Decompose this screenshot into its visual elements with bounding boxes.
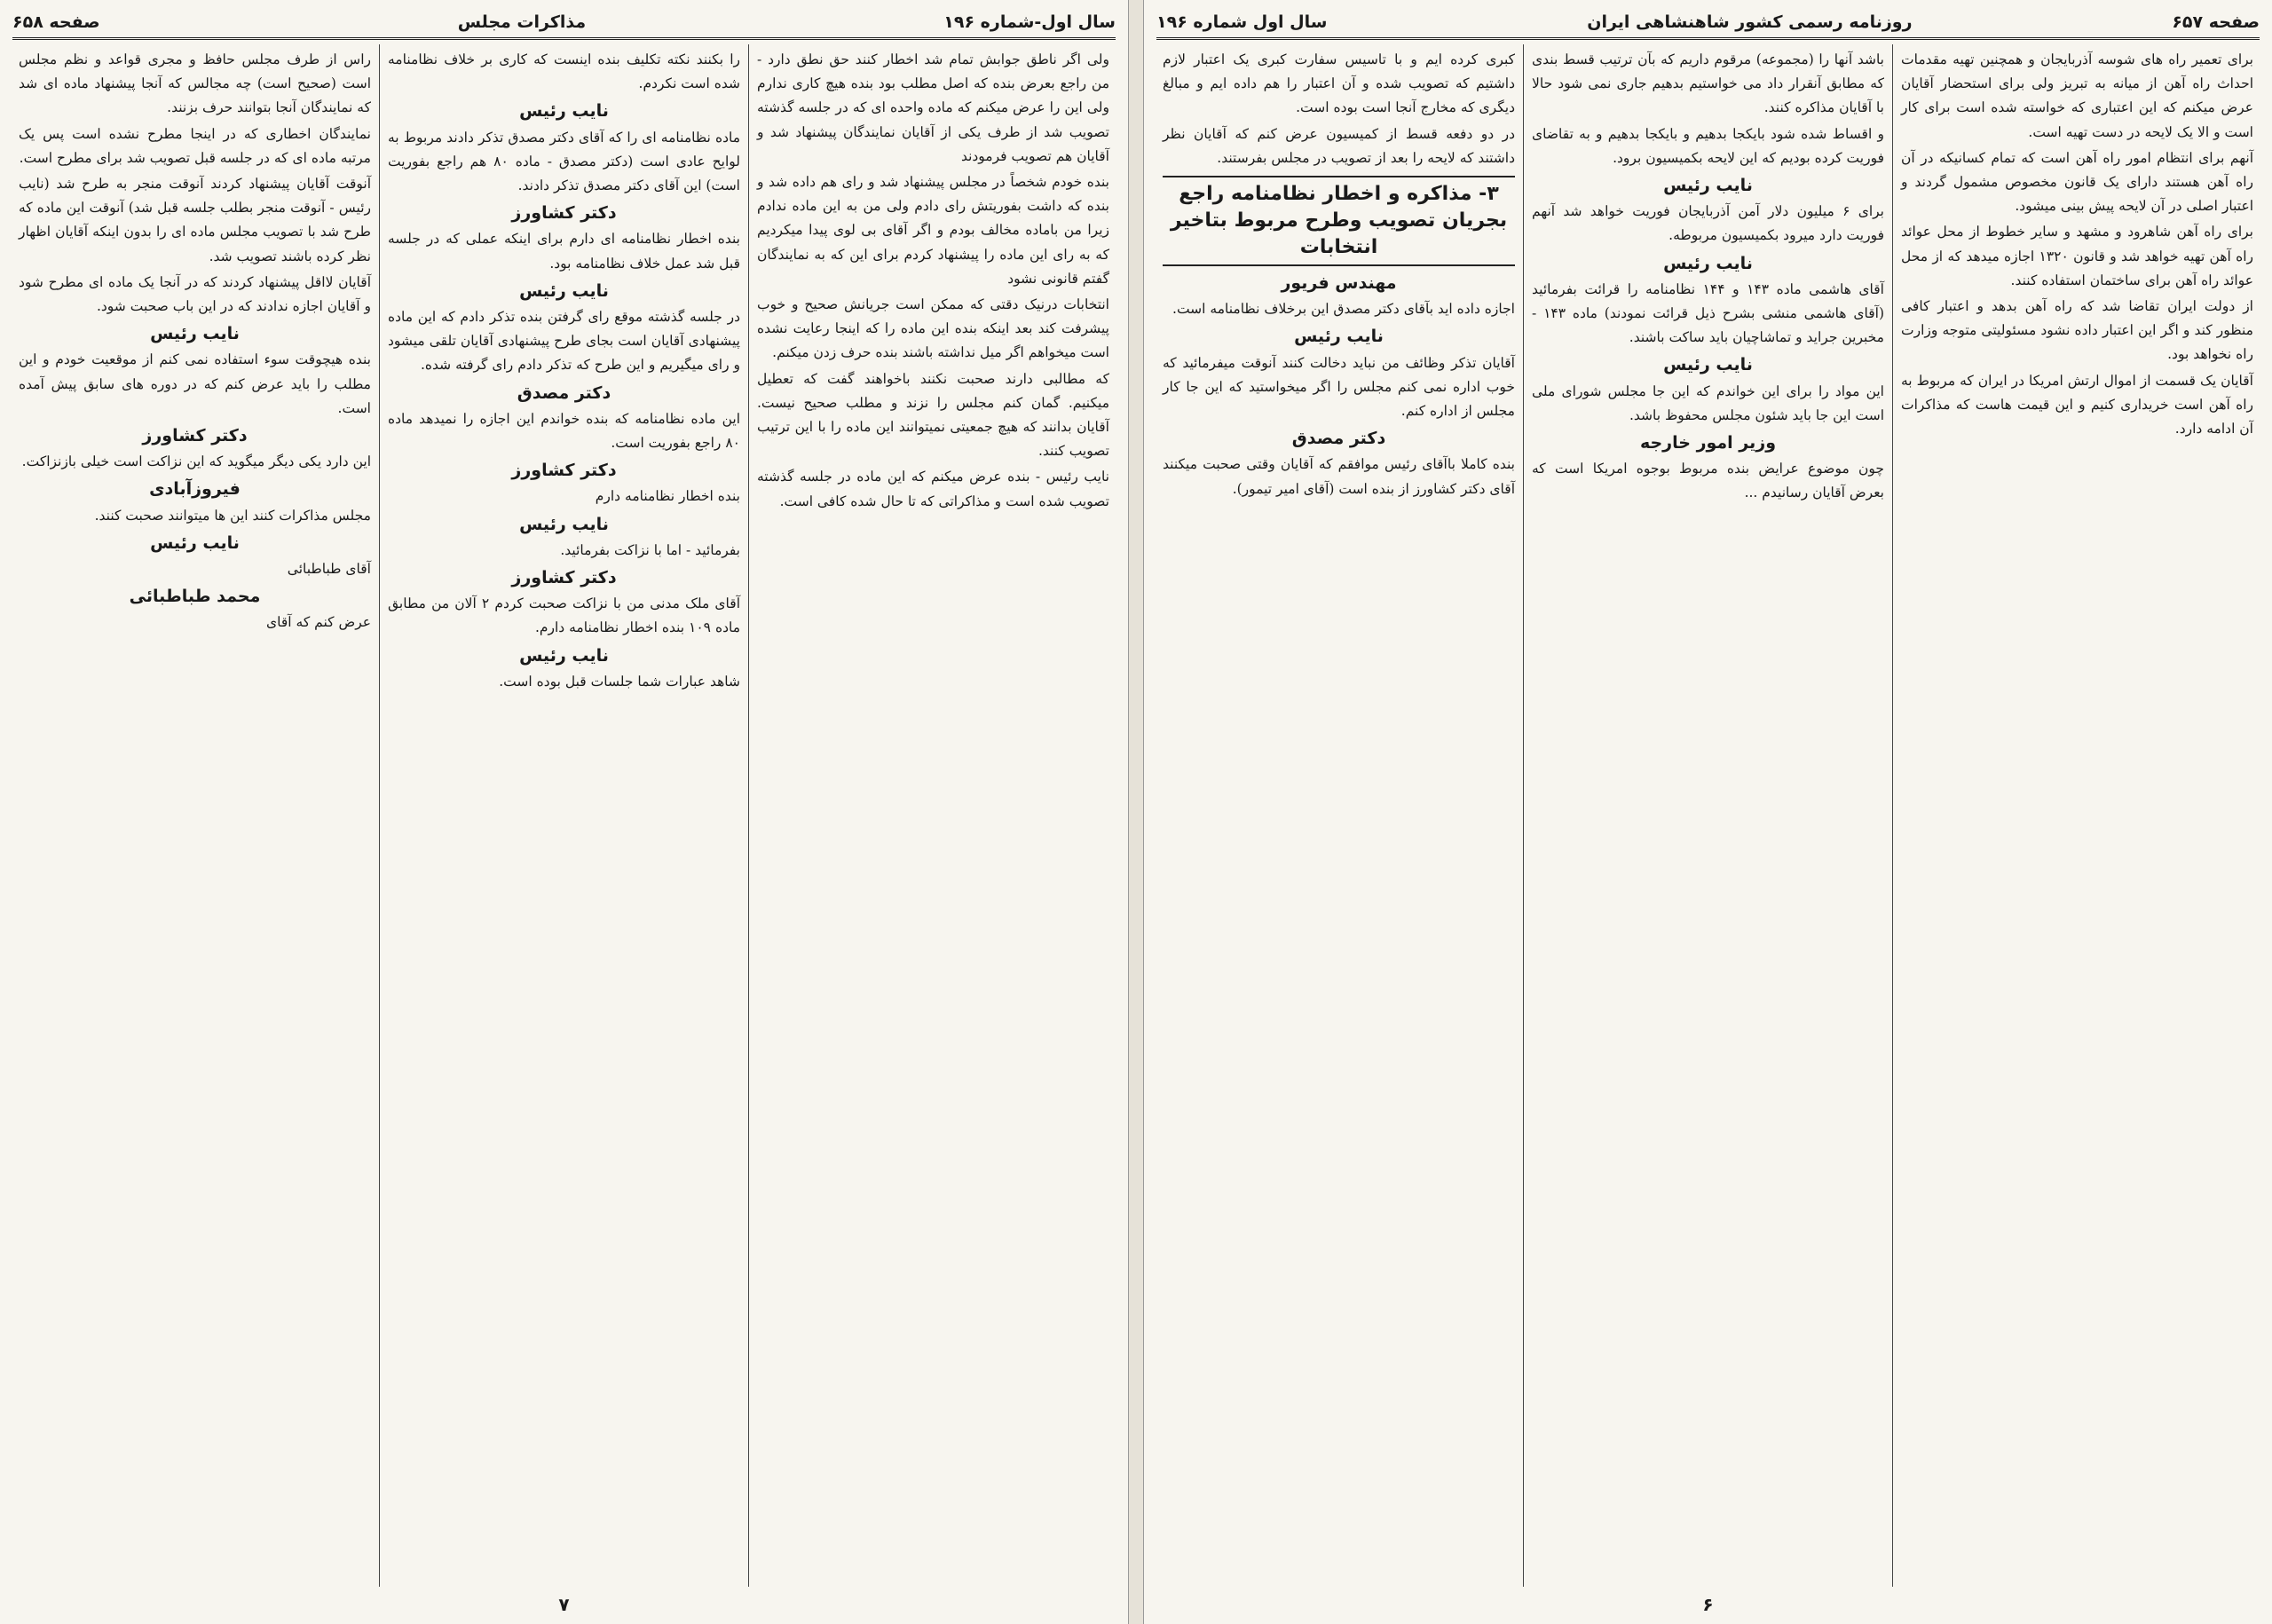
paragraph: آقای ملک مدنی من با نزاکت صحبت کردم ۲ آلان من مطابق ماده ۱۰۹ بنده اخطار نظامنامه دارم. bbox=[388, 595, 740, 636]
right-page bbox=[1143, 0, 2272, 1624]
paragraph: بنده اخطار نظامنامه ای دارم برای اینکه عملی که در جلسه قبل شد عمل خلاف نظامنامه بود. bbox=[388, 231, 740, 272]
page-gutter bbox=[1129, 0, 1143, 1624]
paragraph: اجازه داده اید بآقای دکتر مصدق این برخلاف نظامنامه است. bbox=[1172, 301, 1515, 318]
paragraph: برای ۶ میلیون دلار آمن آذربایجان فوریت خواهد شد آنهم فوریت دارد میرود بکمیسیون مربوطه. bbox=[1532, 203, 1884, 244]
paragraph: نمایندگان اخطاری که در اینجا مطرح نشده است پس یک مرتبه ماده ای که در جلسه قبل تصویب شد برای مطرح است. bbox=[19, 125, 371, 166]
speaker-name: دکتر مصدق bbox=[1291, 429, 1386, 449]
left-page-header bbox=[12, 7, 1116, 40]
text-column bbox=[1155, 44, 1523, 1587]
left-page-label: صفحه ۶۵۸ bbox=[12, 12, 100, 32]
paragraph: باشد آنها را (مجموعه) مرقوم داریم که بآن ترتیب قسط بندی که مطابق آنقرار داد می خواستیم بدهیم جاری نمی شود حالا با آقایان مذاکره کنند. bbox=[1532, 51, 1884, 116]
right-page-columns bbox=[1155, 44, 2261, 1587]
paragraph: عرض کنم که آقای bbox=[266, 614, 371, 631]
text-column bbox=[379, 44, 748, 1587]
speaker-name: دکتر کشاورز bbox=[142, 426, 248, 446]
right-page-title: روزنامه رسمی کشور شاهنشاهی ایران bbox=[1587, 12, 1913, 32]
left-page bbox=[0, 0, 1129, 1624]
paragraph: شاهد عبارات شما جلسات قبل بوده است. bbox=[499, 673, 740, 690]
speaker-name: محمد طباطبائی bbox=[129, 587, 261, 607]
speaker-name: وزیر امور خارجه bbox=[1639, 433, 1777, 453]
paragraph: آقای طباطبائی bbox=[287, 561, 371, 578]
left-page-issue: سال اول-شماره ۱۹۶ bbox=[943, 12, 1116, 32]
text-column bbox=[1523, 44, 1892, 1587]
paragraph: این دارد یکی دیگر میگوید که این نزاکت است خیلی بازنزاکت. bbox=[21, 453, 371, 470]
speaker-name: دکتر کشاورز bbox=[511, 568, 617, 588]
speaker-name: نایب رئیس bbox=[519, 280, 609, 301]
speaker-name: دکتر کشاورز bbox=[511, 461, 617, 481]
speaker-name: نایب رئیس bbox=[150, 532, 240, 553]
paragraph: بنده کاملا باآقای رئیس موافقم که آقایان وقتی صحبت میکنند آقای دکتر کشاورز از بنده است (آقای امیر تیمور). bbox=[1163, 456, 1515, 497]
text-column bbox=[748, 44, 1117, 1587]
speaker-name: نایب رئیس bbox=[1294, 327, 1384, 347]
paragraph: راس از طرف مجلس حافظ و مجری قواعد و نظم مجلس است (صحیح است) چه مجالس که آنجا پیشنهاد ماده ای شد که نمایندگان آنجا بتوانند حرف بزنند. bbox=[19, 51, 371, 116]
paragraph: آقایان لااقل پیشنهاد کردند که در آنجا یک ماده ای مطرح شود و آقایان اجازه ندادند که در این باب صحبت شود. bbox=[19, 273, 372, 315]
speaker-name: دکتر مصدق bbox=[517, 382, 611, 403]
left-page-title: مذاکرات مجلس bbox=[457, 12, 587, 32]
speaker-name: مهندس فریور bbox=[1281, 273, 1397, 294]
paragraph: انتخابات درنیک دقتی که ممکن است جریانش صحیح و خوب پیشرفت کند بعد اینکه بنده این ماده را که اینجا رعایت نشده است میخواهم اگر میل نداشته باشند بنده حرف زدن میکنم. bbox=[757, 296, 1109, 361]
paragraph: بنده اخطار نظامنامه دارم bbox=[595, 488, 740, 505]
text-column bbox=[11, 44, 379, 1587]
speaker-name: نایب رئیس bbox=[519, 645, 609, 666]
speaker-name: نایب رئیس bbox=[150, 324, 240, 344]
paragraph: از دولت ایران تقاضا شد که راه آهن بدهد و اعتبار کافی منظور کند و اگر این اعتبار داده نشود مسئولیتی متوجه وزارت راه نخواهد بود. bbox=[1901, 298, 2253, 363]
speaker-name: فیروزآبادی bbox=[149, 479, 241, 500]
right-page-number: ۶ bbox=[1702, 1594, 1714, 1615]
paragraph: آقایان یک قسمت از اموال ارتش امریکا در ایران که مربوط به راه آهن است خریداری کنیم و این قیمت هاست که مذاکرات آن ادامه دارد. bbox=[1901, 372, 2253, 438]
paragraph: بنده خودم شخصاً در مجلس پیشنهاد شد و رای هم داده شد و بنده که داشت بفوریتش رای دادم ولی من به این ماده ندادم زیرا من باماده مخالف بودم و اگر آقای بی لوی پیدا میکردیم که به رای این ماده را پیشنهاد کردم برای این که به نمایندگان گفتم قانونی نشود bbox=[757, 174, 1109, 287]
right-page-issue: سال اول شماره ۱۹۶ bbox=[1156, 12, 1328, 32]
paragraph: را بکنند نکته تکلیف بنده اینست که کاری بر خلاف نظامنامه شده است نکردم. bbox=[388, 51, 740, 92]
speaker-name: نایب رئیس bbox=[1663, 253, 1753, 273]
paragraph: آنهم برای انتظام امور راه آهن است که تمام کسانیکه در آن راه آهن هستند دارای یک قانون مخصوص مشمول گردند و اعتبار اصلی در آن لایحه پیش بینی میشود. bbox=[1901, 149, 2253, 215]
paragraph: این ماده نظامنامه که بنده خواندم این اجازه را نمیدهد ماده ۸۰ راجع بفوریت است. bbox=[388, 410, 740, 452]
speaker-name: نایب رئیس bbox=[1663, 355, 1753, 375]
right-page-header bbox=[1156, 7, 2260, 40]
paragraph: و اقساط شده شود بایکجا بدهیم و بایکجا بدهیم و به تقاضای فوریت کرده بودیم که این لایحه بکمیسیون برود. bbox=[1532, 125, 1884, 166]
paragraph: که مطالبی دارند صحبت نکنند باخواهند گفت که تعطیل میکنیم. گمان کنم مجلس را نزند و مطلب صحیح نیست. آقایان بدانند که هیچ جمعیتی نمیتوانند این ماده را با این ترتیب تصویب کنند. bbox=[757, 370, 1109, 460]
right-page-label: صفحه ۶۵۷ bbox=[2172, 12, 2260, 32]
paragraph: چون موضوع عرایض بنده مربوط بوجوه امریکا است که بعرض آقایان رسانیدم ... bbox=[1532, 461, 1884, 501]
paragraph: کبری کرده ایم و با تاسیس سفارت کبری یک اعتبار لازم داشتیم که تصویب شده و آن اعتبار را هم داده ایم و مبالغ دیگری که مخارج آنجا است بوده است. bbox=[1163, 51, 1515, 116]
speaker-name: نایب رئیس bbox=[519, 514, 609, 534]
left-page-number: ۷ bbox=[558, 1594, 570, 1615]
paragraph: ماده نظامنامه ای را که آقای دکتر مصدق تذکر دادند مربوط به لوایح عادی است (دکتر مصدق - ماده ۸۰ هم راجع بفوریت است) این آقای دکتر مصدق تذکر دادند. bbox=[388, 129, 740, 194]
paragraph: آنوقت آقایان پیشنهاد کردند آنوقت منجر به طرح شد (نایب رئیس - آنوقت منجر بطلب جلسه قبل شد) آنوقت این ماده که طرح شد با تصویب مجلس ماده ای را بدون اینکه آقایان اظهار نظر کرده باشند تصویب شد. bbox=[19, 176, 371, 264]
paragraph: ولی اگر ناطق جوابش تمام شد اخطار کنند حق نطق دارد - من راجع بعرض بنده که اصل مطلب بود بنده هیچ کاری ندارم ولی این را عرض میکنم که ماده واحده ای که در جلسه گذشته تصویب شد از طرف یکی از آقایان نمایندگان پیشنهاد شد و آقایان هم تصویب فرمودند bbox=[757, 51, 1109, 164]
speaker-name: نایب رئیس bbox=[1663, 176, 1753, 196]
paragraph: برای تعمیر راه های شوسه آذربایجان و همچنین تهیه مقدمات احداث راه آهن از میانه به تبریز ولی برای استحضار آقایان عرض میکنم که این اعتباری که خواسته شده است برای کار است و الا یک لایحه در دست تهیه است. bbox=[1901, 51, 2253, 140]
paragraph: برای راه آهن شاهرود و مشهد و سایر خطوط از محل عوائد راه آهن تهیه خواهد شد و قانون ۱۳۲۰ اجازه میدهد که از محل عوائد راه آهن برای ساختمان استفاده کنند. bbox=[1901, 224, 2253, 288]
paragraph: نایب رئیس - بنده عرض میکنم که این ماده در جلسه گذشته تصویب شده است و مذاکراتی که تا حال شده کافی است. bbox=[757, 469, 1109, 509]
paragraph: آقای هاشمی ماده ۱۴۳ و ۱۴۴ نظامنامه را قرائت بفرمائید (آقای هاشمی منشی بشرح ذیل قرائت نمودند) ماده ۱۴۳ - مخبرین جراید و تماشاچیان باید ساکت باشند. bbox=[1532, 280, 1884, 346]
paragraph: بفرمائید - اما با نزاکت بفرمائید. bbox=[560, 541, 740, 558]
paragraph: در دو دفعه قسط از کمیسیون عرض کنم که آقایان نظر داشتند که لایحه را بعد از تصویب در مجلس بفرستند. bbox=[1163, 125, 1515, 166]
paragraph: در جلسه گذشته موقع رای گرفتن بنده تذکر دادم که این ماده پیشنهادی آقایان است بجای طرح پیشنهادی آقایان تلقی میشود و رای میگیریم و این طرح که تذکر دادم رای گرفته شده. bbox=[388, 309, 740, 374]
text-column bbox=[1892, 44, 2261, 1587]
paragraph: بنده هیچوقت سوء استفاده نمی کنم از موقعیت خودم و این مطلب را باید عرض کنم که در دوره های سابق پیش آمده است. bbox=[19, 351, 371, 416]
section-heading: ۳- مذاکره و اخطار نظامنامه راجع بجریان تصویب وطرح مربوط بتاخیر انتخابات bbox=[1163, 176, 1515, 266]
speaker-name: دکتر کشاورز bbox=[511, 203, 617, 224]
left-page-columns bbox=[11, 44, 1117, 1587]
speaker-name: نایب رئیس bbox=[519, 101, 609, 122]
paragraph: این مواد را برای این خواندم که این جا مجلس شورای ملی است این جا باید شئون مجلس محفوظ باشد. bbox=[1532, 382, 1884, 423]
paragraph: آقایان تذکر وظائف من نباید دخالت کنند آنوقت میفرمائید که خوب اداره نمی کنم مجلس را اگر میخواستید که این جا کار مجلس از اداره کنم. bbox=[1163, 354, 1515, 420]
paragraph: مجلس مذاکرات کنند این ها میتوانند صحبت کنند. bbox=[94, 507, 371, 524]
